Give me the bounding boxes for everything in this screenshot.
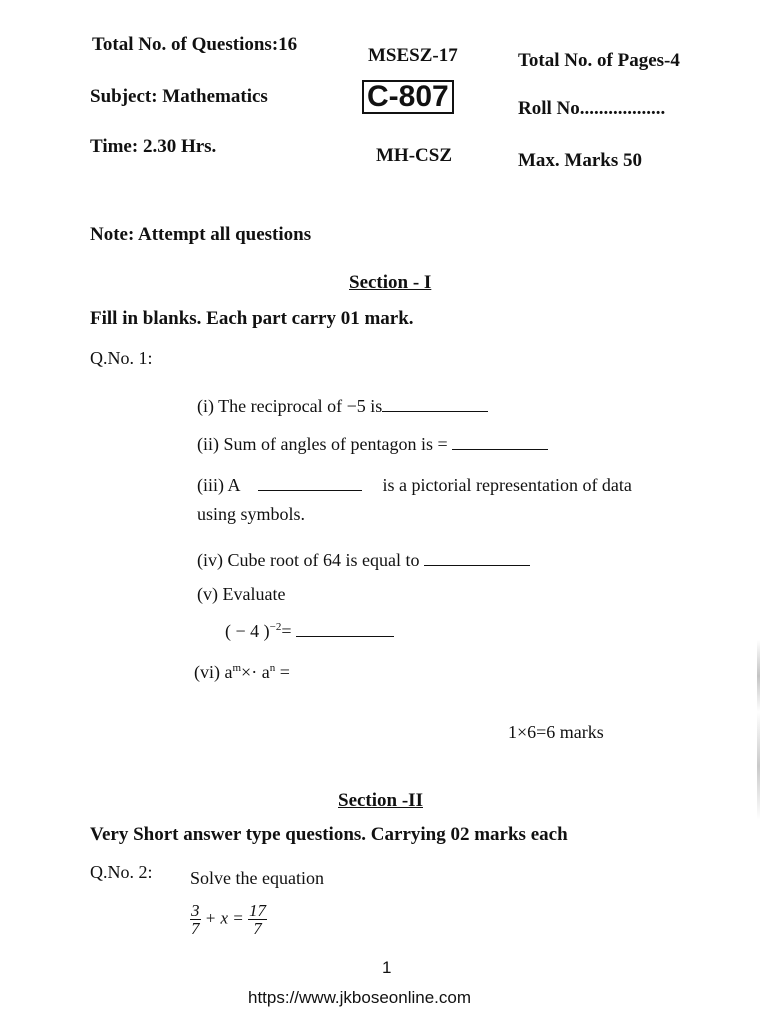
q1-part-iii-text-b: is a pictorial representation of data bbox=[382, 475, 632, 495]
expr-exponent: −2 bbox=[269, 621, 282, 633]
question-2-text: Solve the equation bbox=[190, 868, 324, 888]
time: Time: 2.30 Hrs. bbox=[90, 136, 217, 157]
roll-no: Roll No.................. bbox=[518, 98, 666, 119]
fraction-right-numerator: 17 bbox=[249, 901, 266, 920]
q1-part-ii bbox=[197, 433, 548, 455]
vi-label: (vi) a bbox=[194, 662, 233, 682]
fraction-left-denominator: 7 bbox=[191, 919, 200, 938]
q1-part-ii-text: (ii) Sum of angles of pentagon is = bbox=[197, 434, 448, 454]
total-pages: Total No. of Pages-4 bbox=[518, 50, 680, 71]
q1-part-v-expression bbox=[225, 620, 394, 642]
answer-blank bbox=[424, 549, 530, 566]
q1-part-v: (v) Evaluate bbox=[197, 584, 286, 604]
q1-part-vi bbox=[194, 662, 290, 683]
q1-part-iii-cont: using symbols. bbox=[197, 504, 306, 524]
q1-part-i-text: (i) The reciprocal of −5 is bbox=[197, 396, 383, 416]
total-questions: Total No. of Questions:16 bbox=[92, 34, 298, 55]
expr-base: ( − 4 ) bbox=[225, 621, 270, 641]
q1-part-iv bbox=[197, 549, 530, 571]
q1-part-iii-text-a: (iii) A bbox=[197, 475, 240, 495]
subject: Subject: Mathematics bbox=[90, 86, 268, 107]
q1-part-iv-text: (iv) Cube root of 64 is equal to bbox=[197, 550, 420, 570]
fraction-left-numerator: 3 bbox=[191, 901, 200, 920]
section-1-marks: 1×6=6 marks bbox=[508, 722, 604, 742]
answer-blank bbox=[452, 433, 548, 450]
vi-mid: ×· a bbox=[241, 662, 270, 682]
paper-code-box: C-807 bbox=[362, 80, 454, 114]
code-bottom: MH-CSZ bbox=[376, 145, 452, 166]
answer-blank bbox=[258, 474, 362, 491]
footer-url[interactable]: https://www.jkboseonline.com bbox=[248, 988, 471, 1007]
fraction-left bbox=[190, 902, 201, 937]
q1-part-iii bbox=[197, 474, 632, 496]
question-1-label: Q.No. 1: bbox=[90, 348, 153, 368]
code-top: MSESZ-17 bbox=[368, 45, 458, 66]
q1-part-i bbox=[197, 395, 488, 417]
section-1-title: Section - I bbox=[349, 272, 432, 293]
answer-blank bbox=[296, 620, 394, 637]
fraction-right-denominator: 7 bbox=[253, 919, 262, 938]
answer-blank bbox=[382, 395, 488, 412]
question-2-label: Q.No. 2: bbox=[90, 862, 153, 882]
question-2-equation bbox=[190, 902, 267, 937]
vi-exp-n: n bbox=[269, 662, 276, 674]
fraction-right bbox=[248, 902, 267, 937]
max-marks: Max. Marks 50 bbox=[518, 150, 643, 171]
equation-middle: + x = bbox=[200, 908, 248, 928]
vi-exp-m: m bbox=[232, 662, 242, 674]
section-2-instruction: Very Short answer type questions. Carrying 02 marks each bbox=[90, 824, 568, 845]
expr-equals: = bbox=[281, 621, 292, 641]
note: Note: Attempt all questions bbox=[90, 224, 312, 245]
scan-edge-artifact bbox=[757, 640, 760, 820]
vi-equals: = bbox=[275, 662, 290, 682]
section-1-instruction: Fill in blanks. Each part carry 01 mark. bbox=[90, 308, 414, 329]
page-number: 1 bbox=[382, 958, 392, 977]
section-2-title: Section -II bbox=[338, 790, 423, 811]
